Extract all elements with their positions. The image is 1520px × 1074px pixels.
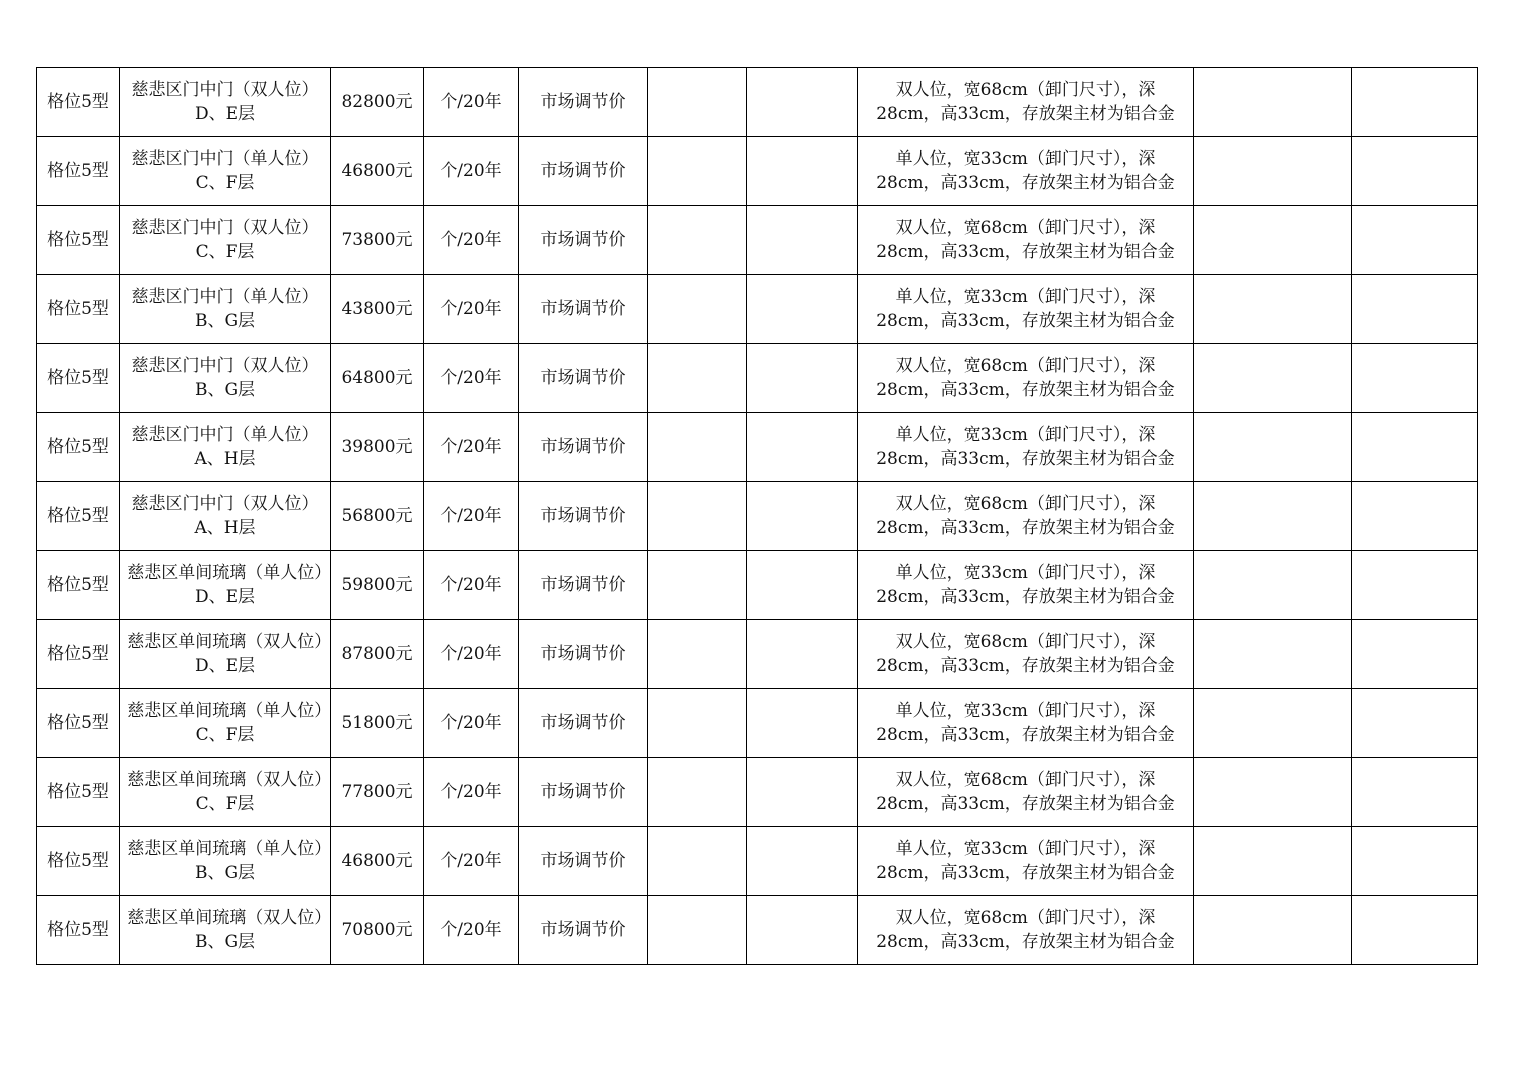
cell-price: 77800元 <box>331 758 424 827</box>
cell-price-type: 市场调节价 <box>519 137 648 206</box>
cell-empty <box>747 551 858 620</box>
cell-empty <box>648 275 747 344</box>
cell-spec: 双人位，宽68cm（卸门尺寸），深28cm，高33cm，存放架主材为铝合金 <box>858 620 1194 689</box>
cell-unit: 个/20年 <box>424 896 519 965</box>
cell-empty <box>1352 551 1478 620</box>
cell-price: 64800元 <box>331 344 424 413</box>
cell-price-type: 市场调节价 <box>519 68 648 137</box>
cell-empty <box>1194 827 1352 896</box>
table-row <box>37 689 1478 758</box>
cell-unit: 个/20年 <box>424 827 519 896</box>
table-row <box>37 758 1478 827</box>
cell-empty <box>1194 551 1352 620</box>
price-table <box>36 67 1478 965</box>
cell-empty <box>648 137 747 206</box>
cell-empty <box>1352 758 1478 827</box>
cell-spec: 双人位，宽68cm（卸门尺寸），深28cm，高33cm，存放架主材为铝合金 <box>858 482 1194 551</box>
cell-empty <box>1352 896 1478 965</box>
cell-unit: 个/20年 <box>424 206 519 275</box>
cell-unit: 个/20年 <box>424 551 519 620</box>
cell-empty <box>747 482 858 551</box>
cell-price-type: 市场调节价 <box>519 275 648 344</box>
cell-spec: 双人位，宽68cm（卸门尺寸），深28cm，高33cm，存放架主材为铝合金 <box>858 758 1194 827</box>
cell-empty <box>648 482 747 551</box>
cell-name: 慈悲区门中门（双人位）C、F层 <box>120 206 331 275</box>
cell-spec: 双人位，宽68cm（卸门尺寸），深28cm，高33cm，存放架主材为铝合金 <box>858 206 1194 275</box>
cell-type: 格位5型 <box>37 482 120 551</box>
cell-empty <box>747 344 858 413</box>
cell-empty <box>648 413 747 482</box>
cell-price: 43800元 <box>331 275 424 344</box>
table-row <box>37 482 1478 551</box>
cell-empty <box>1194 758 1352 827</box>
cell-empty <box>747 275 858 344</box>
cell-spec: 双人位，宽68cm（卸门尺寸），深28cm，高33cm，存放架主材为铝合金 <box>858 896 1194 965</box>
price-table-body <box>37 68 1478 965</box>
cell-spec: 单人位，宽33cm（卸门尺寸），深28cm，高33cm，存放架主材为铝合金 <box>858 551 1194 620</box>
table-row <box>37 413 1478 482</box>
cell-empty <box>1194 896 1352 965</box>
cell-name: 慈悲区门中门（双人位）D、E层 <box>120 68 331 137</box>
cell-spec: 双人位，宽68cm（卸门尺寸），深28cm，高33cm，存放架主材为铝合金 <box>858 344 1194 413</box>
cell-empty <box>1352 344 1478 413</box>
cell-name: 慈悲区门中门（双人位）B、G层 <box>120 344 331 413</box>
cell-price: 39800元 <box>331 413 424 482</box>
cell-empty <box>648 620 747 689</box>
cell-price: 70800元 <box>331 896 424 965</box>
cell-empty <box>1352 689 1478 758</box>
cell-price-type: 市场调节价 <box>519 896 648 965</box>
table-row <box>37 551 1478 620</box>
cell-name: 慈悲区单间琉璃（单人位）C、F层 <box>120 689 331 758</box>
cell-empty <box>1194 275 1352 344</box>
cell-empty <box>648 827 747 896</box>
cell-price-type: 市场调节价 <box>519 482 648 551</box>
cell-price-type: 市场调节价 <box>519 689 648 758</box>
cell-empty <box>747 896 858 965</box>
cell-empty <box>747 137 858 206</box>
cell-empty <box>648 689 747 758</box>
cell-type: 格位5型 <box>37 206 120 275</box>
cell-name: 慈悲区门中门（单人位）B、G层 <box>120 275 331 344</box>
cell-price-type: 市场调节价 <box>519 620 648 689</box>
cell-empty <box>1352 620 1478 689</box>
cell-empty <box>1194 206 1352 275</box>
cell-spec: 单人位，宽33cm（卸门尺寸），深28cm，高33cm，存放架主材为铝合金 <box>858 275 1194 344</box>
cell-empty <box>1352 413 1478 482</box>
cell-unit: 个/20年 <box>424 620 519 689</box>
cell-type: 格位5型 <box>37 827 120 896</box>
cell-price-type: 市场调节价 <box>519 344 648 413</box>
cell-name: 慈悲区单间琉璃（单人位）D、E层 <box>120 551 331 620</box>
cell-empty <box>747 206 858 275</box>
cell-empty <box>648 551 747 620</box>
cell-empty <box>747 758 858 827</box>
cell-empty <box>1352 206 1478 275</box>
cell-price: 59800元 <box>331 551 424 620</box>
cell-empty <box>1352 827 1478 896</box>
cell-empty <box>1352 68 1478 137</box>
cell-spec: 双人位，宽68cm（卸门尺寸），深28cm，高33cm，存放架主材为铝合金 <box>858 68 1194 137</box>
cell-empty <box>1194 689 1352 758</box>
cell-price: 82800元 <box>331 68 424 137</box>
cell-empty <box>648 344 747 413</box>
cell-empty <box>747 827 858 896</box>
cell-price-type: 市场调节价 <box>519 551 648 620</box>
cell-empty <box>648 758 747 827</box>
cell-type: 格位5型 <box>37 551 120 620</box>
cell-type: 格位5型 <box>37 413 120 482</box>
cell-name: 慈悲区单间琉璃（单人位）B、G层 <box>120 827 331 896</box>
cell-name: 慈悲区单间琉璃（双人位）C、F层 <box>120 758 331 827</box>
cell-name: 慈悲区门中门（单人位）C、F层 <box>120 137 331 206</box>
cell-empty <box>1194 68 1352 137</box>
cell-empty <box>1194 620 1352 689</box>
cell-price: 73800元 <box>331 206 424 275</box>
cell-empty <box>1352 137 1478 206</box>
cell-name: 慈悲区单间琉璃（双人位）D、E层 <box>120 620 331 689</box>
cell-empty <box>1352 482 1478 551</box>
table-row <box>37 68 1478 137</box>
cell-unit: 个/20年 <box>424 482 519 551</box>
cell-spec: 单人位，宽33cm（卸门尺寸），深28cm，高33cm，存放架主材为铝合金 <box>858 137 1194 206</box>
cell-empty <box>648 68 747 137</box>
cell-unit: 个/20年 <box>424 689 519 758</box>
cell-unit: 个/20年 <box>424 137 519 206</box>
table-row <box>37 206 1478 275</box>
cell-type: 格位5型 <box>37 758 120 827</box>
cell-type: 格位5型 <box>37 896 120 965</box>
cell-empty <box>1194 137 1352 206</box>
cell-type: 格位5型 <box>37 137 120 206</box>
cell-type: 格位5型 <box>37 344 120 413</box>
table-row <box>37 275 1478 344</box>
cell-unit: 个/20年 <box>424 68 519 137</box>
cell-price-type: 市场调节价 <box>519 413 648 482</box>
cell-price-type: 市场调节价 <box>519 206 648 275</box>
table-row <box>37 620 1478 689</box>
cell-unit: 个/20年 <box>424 275 519 344</box>
cell-type: 格位5型 <box>37 689 120 758</box>
cell-price-type: 市场调节价 <box>519 827 648 896</box>
table-row <box>37 827 1478 896</box>
cell-empty <box>1352 275 1478 344</box>
cell-name: 慈悲区门中门（双人位）A、H层 <box>120 482 331 551</box>
cell-price: 87800元 <box>331 620 424 689</box>
cell-empty <box>1194 344 1352 413</box>
cell-unit: 个/20年 <box>424 758 519 827</box>
cell-type: 格位5型 <box>37 68 120 137</box>
cell-empty <box>648 206 747 275</box>
cell-empty <box>747 620 858 689</box>
cell-empty <box>1194 413 1352 482</box>
cell-empty <box>747 689 858 758</box>
table-row <box>37 344 1478 413</box>
cell-price: 51800元 <box>331 689 424 758</box>
cell-price: 56800元 <box>331 482 424 551</box>
cell-name: 慈悲区单间琉璃（双人位）B、G层 <box>120 896 331 965</box>
cell-type: 格位5型 <box>37 275 120 344</box>
cell-name: 慈悲区门中门（单人位）A、H层 <box>120 413 331 482</box>
cell-unit: 个/20年 <box>424 344 519 413</box>
cell-price-type: 市场调节价 <box>519 758 648 827</box>
cell-price: 46800元 <box>331 137 424 206</box>
cell-empty <box>747 68 858 137</box>
cell-empty <box>747 413 858 482</box>
cell-price: 46800元 <box>331 827 424 896</box>
cell-unit: 个/20年 <box>424 413 519 482</box>
cell-spec: 单人位，宽33cm（卸门尺寸），深28cm，高33cm，存放架主材为铝合金 <box>858 413 1194 482</box>
table-row <box>37 896 1478 965</box>
cell-spec: 单人位，宽33cm（卸门尺寸），深28cm，高33cm，存放架主材为铝合金 <box>858 827 1194 896</box>
cell-empty <box>648 896 747 965</box>
table-row <box>37 137 1478 206</box>
cell-empty <box>1194 482 1352 551</box>
cell-spec: 单人位，宽33cm（卸门尺寸），深28cm，高33cm，存放架主材为铝合金 <box>858 689 1194 758</box>
cell-type: 格位5型 <box>37 620 120 689</box>
